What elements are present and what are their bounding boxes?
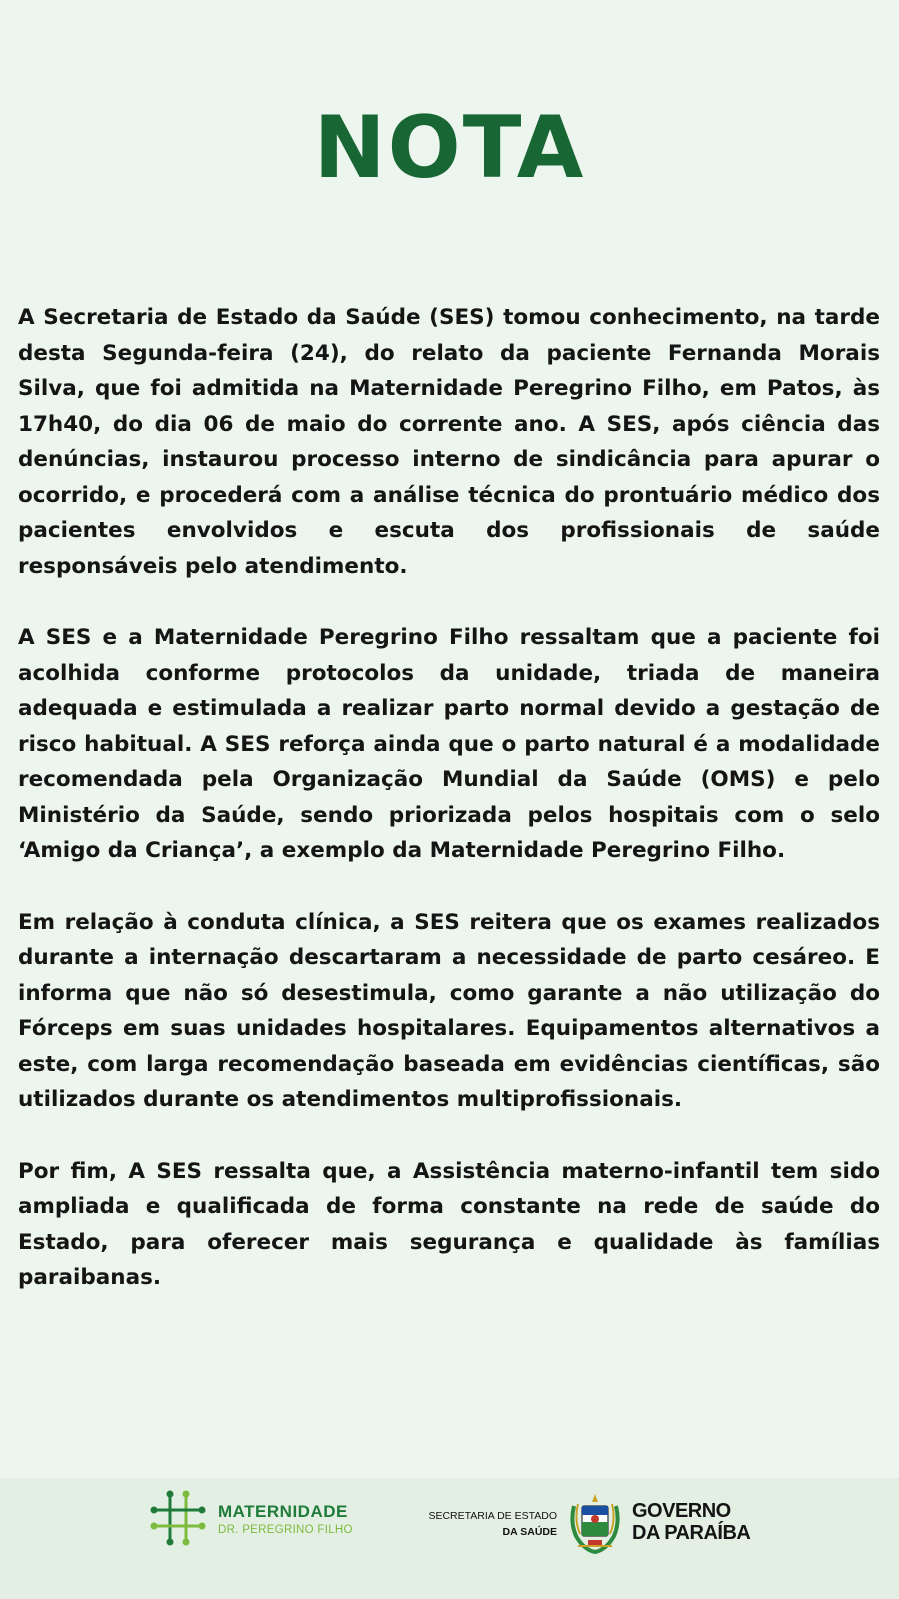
ses-label bbox=[412, 1508, 557, 1540]
paragraph-1: A Secretaria de Estado da Saúde (SES) tomou conhecimento, na tarde desta Segunda-feira (24), do relato da paciente Fernanda Morais Silva, que foi admitida na Maternidade Peregrino Filho, em Patos, às 17h40, do dia 06 de maio do corrente ano. A SES, após ciência das denúncias, instaurou processo interno de sindicância para apurar o ocorrido, e procederá com a análise técnica do prontuário médico dos pacientes envolvidos e escuta dos profissionais de saúde responsáveis pelo atendimento. bbox=[18, 305, 880, 579]
paragraph-3: Em relação à conduta clínica, a SES reitera que os exames realizados durante a internação descartaram a necessidade de parto cesáreo. E informa que não só desestimula, como garante a não utilização do Fórceps em suas unidades hospitalares. Equipamentos alternativos a este, com larga recomendação baseada em evidências científicas, são utilizados durante os atendimentos multiprofissionais. bbox=[18, 909, 880, 1112]
maternidade-name: MATERNIDADE bbox=[218, 1502, 348, 1521]
governo-paraiba-label bbox=[632, 1500, 750, 1544]
ses-line-1: SECRETARIA DE ESTADO bbox=[428, 1510, 557, 1522]
cross-node-icon bbox=[148, 1488, 208, 1548]
gov-line-1: GOVERNO bbox=[632, 1500, 731, 1522]
ses-line-2: DA SAÚDE bbox=[502, 1526, 557, 1538]
gov-line-2: DA PARAÍBA bbox=[632, 1522, 751, 1544]
paragraph-4: Por fim, A SES ressalta que, a Assistência materno-infantil tem sido ampliada e qualificada de forma constante na rede de saúde do Estado, para oferecer mais segurança e qualidade às famílias paraibanas. bbox=[18, 1158, 880, 1290]
maternidade-subtitle: DR. PEREGRINO FILHO bbox=[218, 1524, 353, 1536]
paraiba-crest-icon bbox=[568, 1492, 622, 1554]
page-title: NOTA bbox=[313, 98, 586, 198]
maternidade-logo bbox=[148, 1488, 368, 1548]
paragraph-2: A SES e a Maternidade Peregrino Filho ressaltam que a paciente foi acolhida conforme protocolos da unidade, triada de maneira adequada e estimulada a realizar parto normal devido a gestação de risco habitual. A SES reforça ainda que o parto natural é a modalidade recomendada pela Organização Mundial da Saúde (OMS) e pelo Ministério da Saúde, sendo priorizada pelos hospitais com o selo ‘Amigo da Criança’, a exemplo da Maternidade Peregrino Filho. bbox=[18, 625, 880, 863]
note-body bbox=[18, 300, 880, 1332]
